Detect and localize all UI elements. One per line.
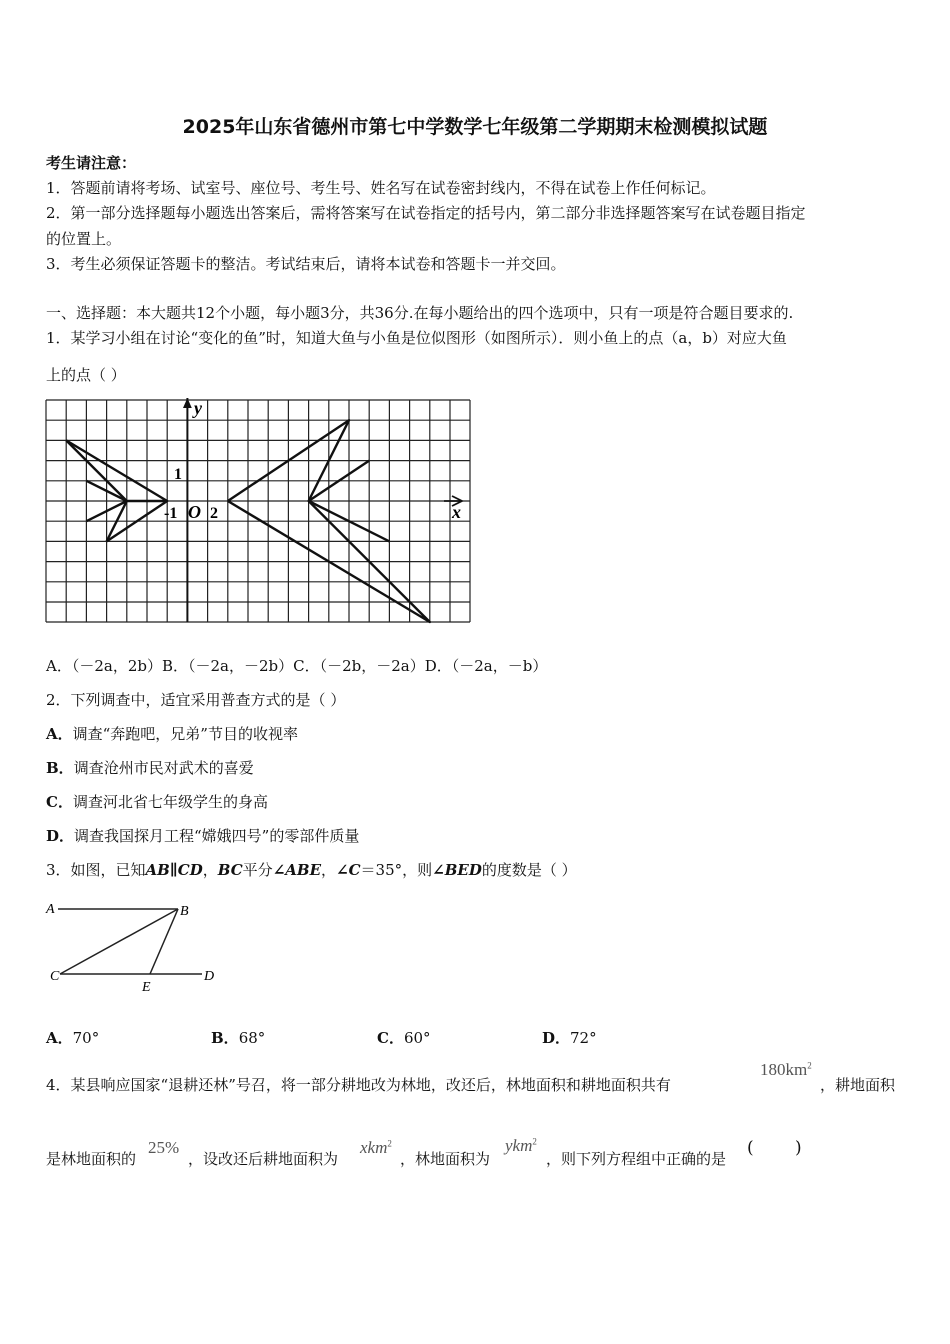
- q2-option-c: [46, 791, 268, 812]
- q4-x-area: [360, 1138, 392, 1158]
- q3-comma: ，: [202, 861, 218, 879]
- q4-paren-open: (: [747, 1138, 754, 1158]
- option-key: A．: [46, 725, 73, 743]
- option-text: 70°: [72, 1029, 100, 1047]
- q3-stem: [46, 859, 577, 880]
- point-label-c: C: [50, 969, 60, 984]
- notice-item-1: 1．答题前请将考场、试室号、座位号、考生号、姓名写在试卷密封线内，不得在试卷上作任何标记。: [46, 179, 716, 197]
- q2-stem: 2．下列调查中，适宜采用普查方式的是（ ）: [46, 691, 346, 709]
- option-text: 72°: [570, 1029, 597, 1047]
- q3-then: ，则: [402, 861, 433, 879]
- q1-options: A．（－2a，2b）B．（－2a，－2b）C．（－2b，－2a）D．（－2a，－b）: [46, 657, 548, 675]
- notice-item-2: 2．第一部分选择题每小题选出答案后，需将答案写在试卷指定的括号内，第二部分非选择题答案写在试卷题目指定: [46, 204, 806, 222]
- q4-part1: 4．某县响应国家“退耕还林”号召，将一部分耕地改为林地，改还后，林地面积和耕地面积共有: [46, 1076, 671, 1094]
- q2-option-d: [46, 825, 359, 846]
- notice-heading: 考生请注意：: [46, 154, 137, 172]
- q3-suffix: 的度数是（ ）: [481, 861, 577, 879]
- q3-bc: BC: [217, 861, 243, 879]
- q4-line2-start: 是林地面积的: [46, 1150, 137, 1168]
- option-text: 调查沧州市民对武术的喜爱: [73, 759, 254, 777]
- q4-part5: ，林地面积为: [400, 1150, 491, 1168]
- option-text: 60°: [403, 1029, 431, 1047]
- option-key: D．: [46, 827, 75, 845]
- q4-paren-close: ): [795, 1138, 802, 1158]
- q3-eq35: ＝35°: [360, 861, 403, 879]
- q1-stem-line2: 上的点（ ）: [46, 366, 126, 384]
- q4-y-area-text: ykm: [505, 1136, 533, 1155]
- tick-label-2: 2: [210, 505, 218, 522]
- q4-part6: ，则下列方程组中正确的是: [546, 1150, 727, 1168]
- option-text: 调查河北省七年级学生的身高: [72, 793, 268, 811]
- q4-area-total: [760, 1060, 812, 1080]
- line-be: [150, 909, 178, 974]
- q4-part2: ，耕地面积: [820, 1076, 896, 1094]
- q3-bed: ∠BED: [432, 861, 482, 879]
- origin-label: O: [188, 502, 201, 522]
- q3-parallel-figure: [44, 896, 224, 994]
- q1-stem-line1: 1．某学习小组在讨论“变化的鱼”时，知道大鱼与小鱼是位似图形（如图所示）．则小鱼上的点（a，b）对应大鱼: [46, 329, 787, 347]
- notice-item-3: 3．考生必须保证答题卡的整洁。考试结束后，请将本试卷和答题卡一并交回。: [46, 255, 566, 273]
- q4-x-area-text: xkm: [360, 1138, 388, 1157]
- q4-part4: ，设改还后耕地面积为: [188, 1150, 339, 1168]
- q3-abe: ∠ABE: [272, 861, 322, 879]
- option-text: 调查“奔跑吧，兄弟”节目的收视率: [72, 725, 298, 743]
- option-key: B．: [211, 1029, 239, 1047]
- point-label-a: A: [46, 902, 55, 917]
- point-label-e: E: [142, 980, 151, 994]
- q4-area-number: 180km: [760, 1060, 808, 1079]
- page-title: 2025年山东省德州市第七中学数学七年级第二学期期末检测模拟试题: [182, 116, 768, 138]
- option-text: 68°: [238, 1029, 266, 1047]
- q3-comma: ，: [321, 861, 337, 879]
- q3-option-b: [211, 1027, 265, 1048]
- q3-option-d: [542, 1027, 597, 1048]
- option-key: C．: [377, 1029, 404, 1047]
- q1-fish-figure: [44, 396, 474, 626]
- point-label-d: D: [204, 969, 215, 984]
- option-key: D．: [542, 1029, 571, 1047]
- q2-option-a: [46, 723, 298, 744]
- tick-label-1: 1: [174, 466, 182, 483]
- q2-option-b: [46, 757, 254, 778]
- x-axis-label: x: [452, 502, 461, 522]
- grid: [46, 400, 470, 622]
- q4-percent: 25%: [148, 1138, 180, 1157]
- q3-option-c: [377, 1027, 431, 1048]
- point-label-b: B: [180, 904, 189, 919]
- option-key: C．: [46, 793, 73, 811]
- section-heading: 一、选择题：本大题共12个小题，每小题3分，共36分.在每小题给出的四个选项中，只有一项是符合题目要求的.: [46, 304, 794, 322]
- y-axis-label: y: [194, 398, 202, 418]
- option-text: 调查我国探月工程“嫦娥四号”的零部件质量: [74, 827, 360, 845]
- q3-ab-cd: AB∥CD: [145, 861, 203, 879]
- q4-y-area-sq: 2: [532, 1136, 537, 1147]
- q3-angle-c: ∠C: [336, 861, 361, 879]
- q4-line1: [46, 1074, 671, 1095]
- q3-bisects: 平分: [242, 861, 273, 879]
- line-bc: [60, 909, 178, 974]
- option-key: B．: [46, 759, 74, 777]
- q4-area-sq: 2: [807, 1060, 812, 1071]
- q4-y-area: [505, 1136, 537, 1156]
- tick-label-neg-1: -1: [164, 505, 178, 522]
- q3-prefix: 3．如图，已知: [46, 861, 146, 879]
- option-key: A．: [46, 1029, 73, 1047]
- small-fish: [66, 440, 167, 541]
- notice-item-2-cont: 的位置上。: [46, 230, 122, 248]
- q3-option-a: [46, 1027, 99, 1048]
- q4-x-area-sq: 2: [387, 1138, 392, 1149]
